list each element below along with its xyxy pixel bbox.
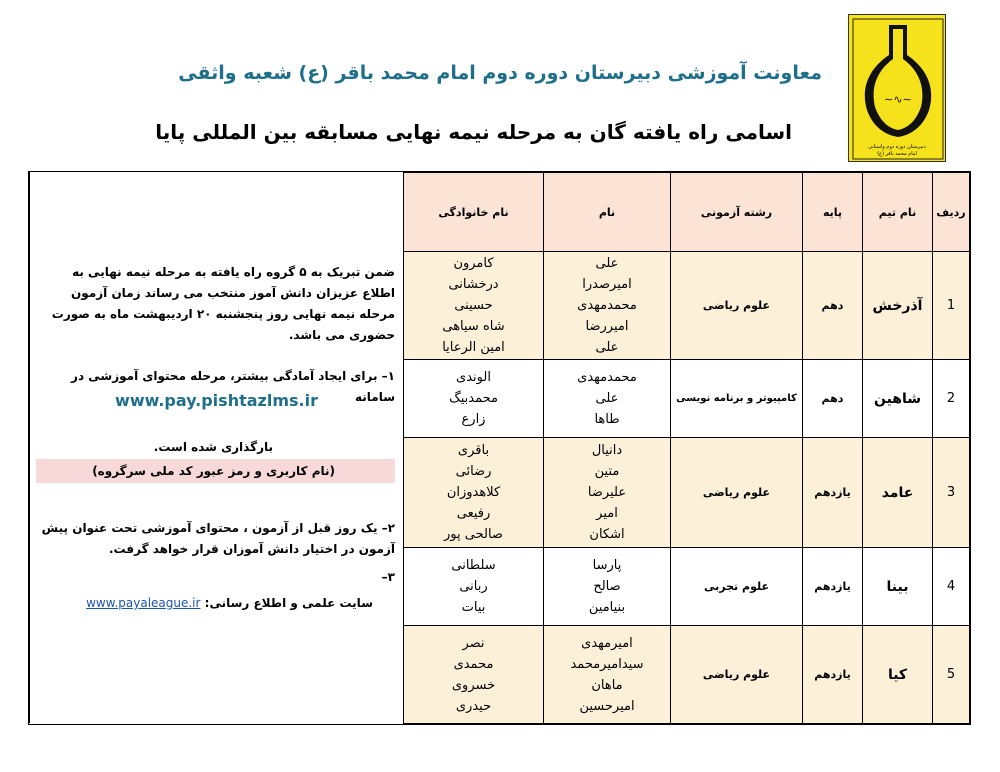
- team-name: عامد: [863, 438, 933, 548]
- page-title: اسامی راه یافته گان به مرحله نیمه نهایی مسابقه بین المللی پایا: [155, 120, 792, 144]
- school-title: معاونت آموزشی دبیرستان دوره دوم امام محمد باقر (ع) شعبه واثقی: [178, 62, 822, 84]
- note-item-2: ۲– یک روز قبل از آزمون ، محتوای آموزشی تحت عنوان پیش آزمون در اختیار دانش آموزان قرار خواهد گرفت.: [41, 521, 395, 556]
- grade-cell: یازدهم: [803, 626, 863, 724]
- announcement-intro: ضمن تبریک به ۵ گروه راه یافته به مرحله نیمه نهایی به اطلاع عزیزان دانش آموز منتخب می رساند زمان آزمون مرحله نیمه نهایی روز پنجشنبه ۲۰ اردیبهشت ماه به صورت حضوری می باشد.: [51, 265, 395, 342]
- note-item-1: ۱– برای ایجاد آمادگی بیشتر، مرحله محتوای آموزشی در سامانه: [71, 369, 395, 404]
- table-row: [404, 252, 970, 360]
- last-names-cell: کامرون درخشانی حسینی شاه سیاهی امین الرعایا: [404, 252, 544, 360]
- row-number: 1: [933, 252, 970, 360]
- header-first-name: نام: [544, 173, 671, 252]
- header-grade: پایه: [803, 173, 863, 252]
- header-last-name: نام خانوادگی: [404, 173, 544, 252]
- site-line: [86, 593, 373, 614]
- grade-cell: دهم: [803, 360, 863, 438]
- table-header-row: [404, 173, 970, 252]
- header-team: نام تیم: [863, 173, 933, 252]
- grade-cell: یازدهم: [803, 438, 863, 548]
- note-item-1-end: بارگذاری شده است.: [153, 440, 273, 454]
- note-item-3: ۳–: [381, 570, 395, 584]
- table-row: [404, 626, 970, 724]
- last-names-cell: نصر محمدی خسروی حیدری: [404, 626, 544, 724]
- field-cell: علوم ریاضی: [671, 252, 803, 360]
- table-row: [404, 360, 970, 438]
- field-cell: علوم ریاضی: [671, 626, 803, 724]
- svg-text:∽∿∽: ∽∿∽: [884, 93, 912, 106]
- site-label: سایت علمی و اطلاع رسانی:: [204, 596, 373, 610]
- lms-link[interactable]: www.pay.pishtazlms.ir: [115, 391, 318, 410]
- first-names-cell: دانیال متین علیرضا امیر اشکان: [544, 438, 671, 548]
- first-names-cell: علی امیرصدرا محمدمهدی امیررضا علی: [544, 252, 671, 360]
- announcement-panel: [29, 172, 403, 723]
- table-row: [404, 438, 970, 548]
- team-name: کیا: [863, 626, 933, 724]
- field-cell: کامپیوتر و برنامه نویسی: [671, 360, 803, 438]
- team-name: آذرخش: [863, 252, 933, 360]
- finalists-table: [403, 172, 970, 724]
- row-number: 4: [933, 548, 970, 626]
- credentials-highlight: (نام کاربری و رمز عبور کد ملی سرگروه): [36, 459, 395, 483]
- team-name: شاهین: [863, 360, 933, 438]
- last-names-cell: الوندی محمدبیگ زارع: [404, 360, 544, 438]
- grade-cell: دهم: [803, 252, 863, 360]
- table-row: [404, 548, 970, 626]
- logo-emblem-icon: [849, 15, 947, 163]
- last-names-cell: سلطانی ربانی بیات: [404, 548, 544, 626]
- last-names-cell: باقری رضائی کلاهدوزان رفیعی صالحی پور: [404, 438, 544, 548]
- first-names-cell: پارسا صالح بنیامین: [544, 548, 671, 626]
- content-frame: [28, 171, 971, 725]
- logo-caption-1: دبیرستان دوره دوم واستانی: [868, 144, 926, 150]
- logo-caption-2: امام محمد باقر (ع): [877, 151, 917, 157]
- school-logo: [848, 14, 946, 162]
- row-number: 2: [933, 360, 970, 438]
- first-names-cell: امیرمهدی سیدامیرمحمد ماهان امیرحسین: [544, 626, 671, 724]
- header-row-no: ردیف: [933, 173, 970, 252]
- first-names-cell: محمدمهدی علی طاها: [544, 360, 671, 438]
- grade-cell: یازدهم: [803, 548, 863, 626]
- team-name: بینا: [863, 548, 933, 626]
- row-number: 3: [933, 438, 970, 548]
- field-cell: علوم تجربی: [671, 548, 803, 626]
- row-number: 5: [933, 626, 970, 724]
- league-site-link[interactable]: www.payaleague.ir: [86, 596, 201, 610]
- field-cell: علوم ریاضی: [671, 438, 803, 548]
- header-field: رشته آزمونی: [671, 173, 803, 252]
